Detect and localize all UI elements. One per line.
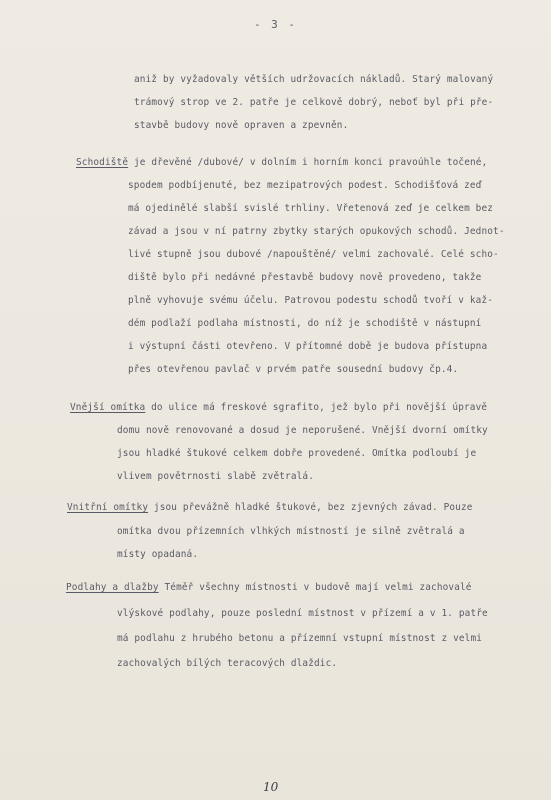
section-heading-vnitrni-omitky: Vnitřní omítky [67,502,149,513]
text-line: zachovalých bílých teracových dlaždic. [117,658,338,669]
section-heading-schodiste: Schodiště [76,157,129,168]
text-line: Téměř všechny místnosti v budově mají velmi zachovalé [158,582,472,593]
text-line: omítka dvou přízemních vlhkých místností je silně zvětralá a [117,526,465,537]
text-line: vlýskové podlahy, pouze poslední místnost v přízemí a v 1. patře [117,608,488,619]
text-line: domu nově renovované a dosud je neporušené. Vnější dvorní omítky [117,425,488,436]
text-line: trámový strop ve 2. patře je celkově dobrý, neboť byl při pře- [134,97,494,108]
text-line: dém podlaží podlaha místnosti, do níž je schodiště v nástupní [128,318,482,329]
paragraph-vnejsi-omitka [70,403,487,412]
text-line: má ojedinělé slabší svislé trhliny. Vřetenová zeď je celkem bez [128,203,494,214]
text-line: místy opadaná. [117,549,199,560]
section-heading-vnejsi-omitka: Vnější omítka [70,402,146,413]
text-line: diště bylo při nedávné přestavbě budovy nově provedeno, takže [128,272,482,283]
text-line: je dřevěné /dubové/ v dolním i horním konci pravoúhle točené, [128,157,488,168]
handwritten-page-number: 10 [263,780,279,794]
paragraph-vnitrni-omitky [67,503,473,512]
paragraph-podlahy [66,583,472,592]
text-line: jsou převážně hladké štukové, bez zjevných závad. Pouze [148,502,473,513]
text-line: do ulice má freskové sgrafito, jež bylo při novější úpravě [145,402,488,413]
text-line: má podlahu z hrubého betonu a přízemní vstupní místnost z velmi [117,633,483,644]
text-line: livé stupně jsou dubové /napouštěné/ velmi zachovalé. Celé scho- [128,249,499,260]
text-line: vlivem povětrnosti slabě zvětralá. [117,471,315,482]
text-line: stavbě budovy nově opraven a zpevněn. [134,120,349,131]
text-line: spodem podbíjenuté, bez mezipatrových podest. Schodišťová zeď [128,180,482,191]
text-line: aniž by vyžadovaly větších udržovacích nákladů. Starý malovaný [134,74,494,85]
text-line: přes otevřenou pavlač v prvém patře sousední budovy čp.4. [128,364,459,375]
text-line: i výstupní části otevřeno. V přítomné době je budova přístupna [128,341,488,352]
text-line: závad a jsou v ní patrny zbytky starých opukových schodů. Jednot- [128,226,505,237]
page-number: - 3 - [253,18,298,31]
text-line: jsou hladké štukové celkem dobře provedené. Omítka podloubí je [117,448,477,459]
text-line: plně vyhovuje svému účelu. Patrovou podestu schodů tvoří v kaž- [128,295,494,306]
paragraph-schodiste [76,158,487,167]
section-heading-podlahy: Podlahy a dlažby [66,582,159,593]
